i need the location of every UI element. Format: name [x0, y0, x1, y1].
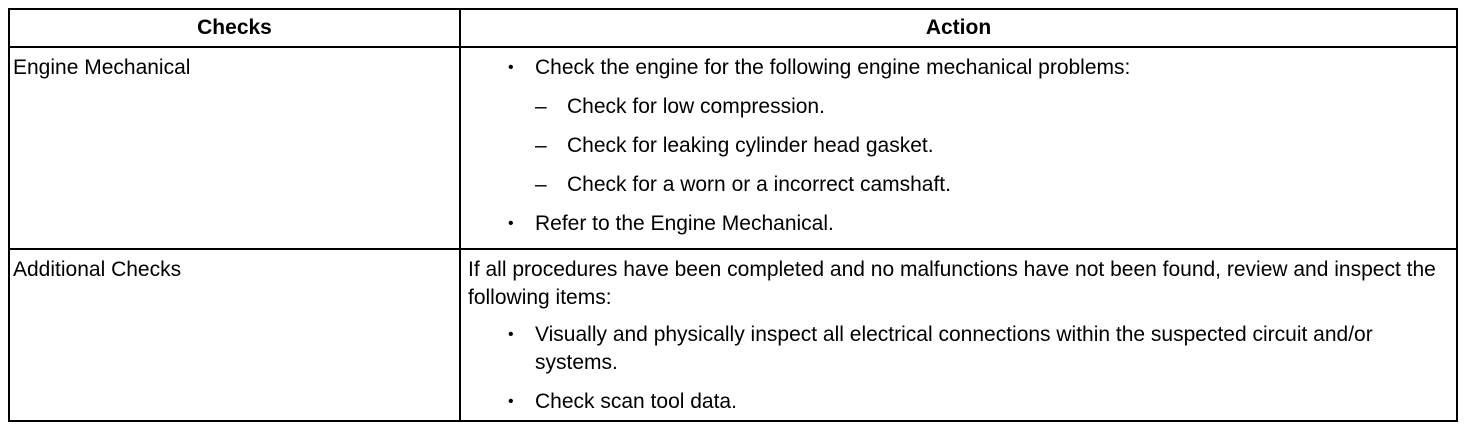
- sub-list-item-text: Check for leaking cylinder head gasket.: [567, 134, 934, 157]
- checks-action-table: [8, 8, 1458, 422]
- list-item-text: Check scan tool data.: [535, 390, 737, 413]
- list-item-text: Refer to the Engine Mechanical.: [535, 212, 834, 235]
- bullet-list: [468, 54, 1436, 238]
- action-cell-engine-mechanical: [460, 47, 1457, 249]
- action-cell-additional-checks: [460, 249, 1457, 421]
- bullet-icon: •: [508, 393, 514, 410]
- list-item-text: Visually and physically inspect all electrical connections within the suspected circuit and/or systems.: [535, 323, 1373, 374]
- list-item-text: Check the engine for the following engine mechanical problems:: [535, 56, 1131, 79]
- header-action: Action: [460, 9, 1457, 47]
- check-cell-additional-checks: Additional Checks: [9, 249, 460, 421]
- sub-list-item-text: Check for low compression.: [567, 95, 825, 118]
- sub-list-item: [535, 171, 1436, 199]
- sub-list: [535, 93, 1436, 199]
- dash-icon: –: [535, 95, 547, 118]
- sub-list-item-text: Check for a worn or a incorrect camshaft.: [567, 173, 951, 196]
- table-row-engine-mechanical: [9, 47, 1457, 249]
- table-header-row: [9, 9, 1457, 47]
- dash-icon: –: [535, 173, 547, 196]
- list-item: [468, 388, 1436, 416]
- list-item: [468, 321, 1436, 377]
- check-cell-engine-mechanical: Engine Mechanical: [9, 47, 460, 249]
- bullet-list: [468, 321, 1436, 416]
- bullet-icon: •: [508, 59, 514, 76]
- bullet-icon: •: [508, 326, 514, 343]
- list-item: [468, 54, 1436, 199]
- table-row-additional-checks: [9, 249, 1457, 421]
- sub-list-item: [535, 132, 1436, 160]
- list-item: [468, 210, 1436, 238]
- intro-text: If all procedures have been completed and no malfunctions have not been found, review and inspect the following items:: [468, 258, 1436, 309]
- sub-list-item: [535, 93, 1436, 121]
- dash-icon: –: [535, 134, 547, 157]
- bullet-icon: •: [508, 215, 514, 232]
- header-checks: Checks: [9, 9, 460, 47]
